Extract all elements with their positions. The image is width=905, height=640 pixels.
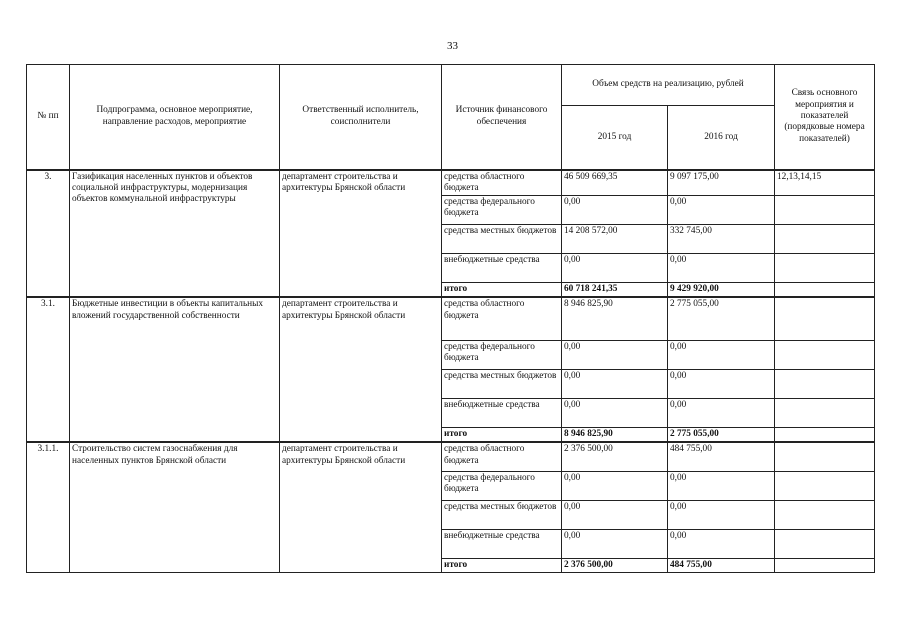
header-link: Связь основного мероприятия и показателей (порядковые номера показателей) bbox=[775, 65, 875, 170]
program-name: Строительство систем газоснабжения для населенных пунктов Брянской области bbox=[70, 442, 280, 572]
program-name: Бюджетные инвестиции в объекты капитальных вложений государственной собственности bbox=[70, 297, 280, 442]
amount-2016: 0,00 bbox=[668, 398, 775, 427]
funding-source: итого bbox=[442, 427, 562, 442]
amount-2015: 8 946 825,90 bbox=[562, 427, 668, 442]
amount-2015: 46 509 669,35 bbox=[562, 170, 668, 196]
amount-2016: 0,00 bbox=[668, 340, 775, 369]
amount-2015: 60 718 241,35 bbox=[562, 283, 668, 298]
funding-source: внебюджетные средства bbox=[442, 529, 562, 558]
header-num: № пп bbox=[27, 65, 70, 170]
amount-2015: 0,00 bbox=[562, 500, 668, 529]
amount-2016: 0,00 bbox=[668, 196, 775, 225]
amount-2015: 8 946 825,90 bbox=[562, 297, 668, 340]
funding-source: средства областного бюджета bbox=[442, 297, 562, 340]
indicator-link bbox=[775, 427, 875, 442]
indicator-link: 12,13,14,15 bbox=[775, 170, 875, 196]
executor-name: департамент строительства и архитектуры Брянской области bbox=[280, 442, 442, 572]
amount-2016: 2 775 055,00 bbox=[668, 297, 775, 340]
amount-2015: 2 376 500,00 bbox=[562, 558, 668, 572]
indicator-link bbox=[775, 297, 875, 340]
amount-2016: 0,00 bbox=[668, 529, 775, 558]
page-number: 33 bbox=[447, 40, 458, 52]
indicator-link bbox=[775, 471, 875, 500]
indicator-link bbox=[775, 529, 875, 558]
funding-source: средства местных бюджетов bbox=[442, 500, 562, 529]
indicator-link bbox=[775, 283, 875, 298]
amount-2016: 332 745,00 bbox=[668, 225, 775, 254]
funding-source: средства местных бюджетов bbox=[442, 225, 562, 254]
amount-2015: 0,00 bbox=[562, 340, 668, 369]
amount-2015: 2 376 500,00 bbox=[562, 442, 668, 471]
amount-2016: 0,00 bbox=[668, 254, 775, 283]
funding-source: внебюджетные средства bbox=[442, 254, 562, 283]
funding-source: средства федерального бюджета bbox=[442, 471, 562, 500]
executor-name: департамент строительства и архитектуры Брянской области bbox=[280, 170, 442, 298]
indicator-link bbox=[775, 558, 875, 572]
funding-source: средства областного бюджета bbox=[442, 170, 562, 196]
table-row bbox=[27, 170, 875, 196]
funding-source: итого bbox=[442, 283, 562, 298]
table-body bbox=[27, 170, 875, 573]
indicator-link bbox=[775, 340, 875, 369]
header-source: Источник финансового обеспечения bbox=[442, 65, 562, 170]
funding-source: итого bbox=[442, 558, 562, 572]
amount-2016: 9 097 175,00 bbox=[668, 170, 775, 196]
indicator-link bbox=[775, 442, 875, 471]
header-year-2016: 2016 год bbox=[668, 106, 775, 170]
financing-table bbox=[26, 64, 875, 573]
indicator-link bbox=[775, 225, 875, 254]
amount-2016: 9 429 920,00 bbox=[668, 283, 775, 298]
table-row bbox=[27, 442, 875, 471]
amount-2015: 0,00 bbox=[562, 529, 668, 558]
funding-source: внебюджетные средства bbox=[442, 398, 562, 427]
indicator-link bbox=[775, 398, 875, 427]
amount-2016: 484 755,00 bbox=[668, 558, 775, 572]
indicator-link bbox=[775, 500, 875, 529]
row-number: 3.1.1. bbox=[27, 442, 70, 572]
header-volume: Объем средств на реализацию, рублей bbox=[562, 65, 775, 106]
amount-2015: 0,00 bbox=[562, 369, 668, 398]
funding-source: средства федерального бюджета bbox=[442, 340, 562, 369]
executor-name: департамент строительства и архитектуры Брянской области bbox=[280, 297, 442, 442]
amount-2016: 0,00 bbox=[668, 471, 775, 500]
header-year-2015: 2015 год bbox=[562, 106, 668, 170]
header-executor: Ответственный исполнитель, соисполнители bbox=[280, 65, 442, 170]
funding-source: средства федерального бюджета bbox=[442, 196, 562, 225]
indicator-link bbox=[775, 254, 875, 283]
indicator-link bbox=[775, 196, 875, 225]
amount-2015: 0,00 bbox=[562, 196, 668, 225]
amount-2015: 0,00 bbox=[562, 254, 668, 283]
amount-2016: 0,00 bbox=[668, 369, 775, 398]
amount-2016: 2 775 055,00 bbox=[668, 427, 775, 442]
amount-2015: 0,00 bbox=[562, 471, 668, 500]
row-number: 3.1. bbox=[27, 297, 70, 442]
amount-2015: 14 208 572,00 bbox=[562, 225, 668, 254]
amount-2016: 0,00 bbox=[668, 500, 775, 529]
amount-2016: 484 755,00 bbox=[668, 442, 775, 471]
funding-source: средства местных бюджетов bbox=[442, 369, 562, 398]
table-row bbox=[27, 297, 875, 340]
program-name: Газификация населенных пунктов и объектов социальной инфраструктуры, модернизация объектов коммунальной инфраструктуры bbox=[70, 170, 280, 298]
indicator-link bbox=[775, 369, 875, 398]
amount-2015: 0,00 bbox=[562, 398, 668, 427]
funding-source: средства областного бюджета bbox=[442, 442, 562, 471]
row-number: 3. bbox=[27, 170, 70, 298]
header-program: Подпрограмма, основное мероприятие, направление расходов, мероприятие bbox=[70, 65, 280, 170]
